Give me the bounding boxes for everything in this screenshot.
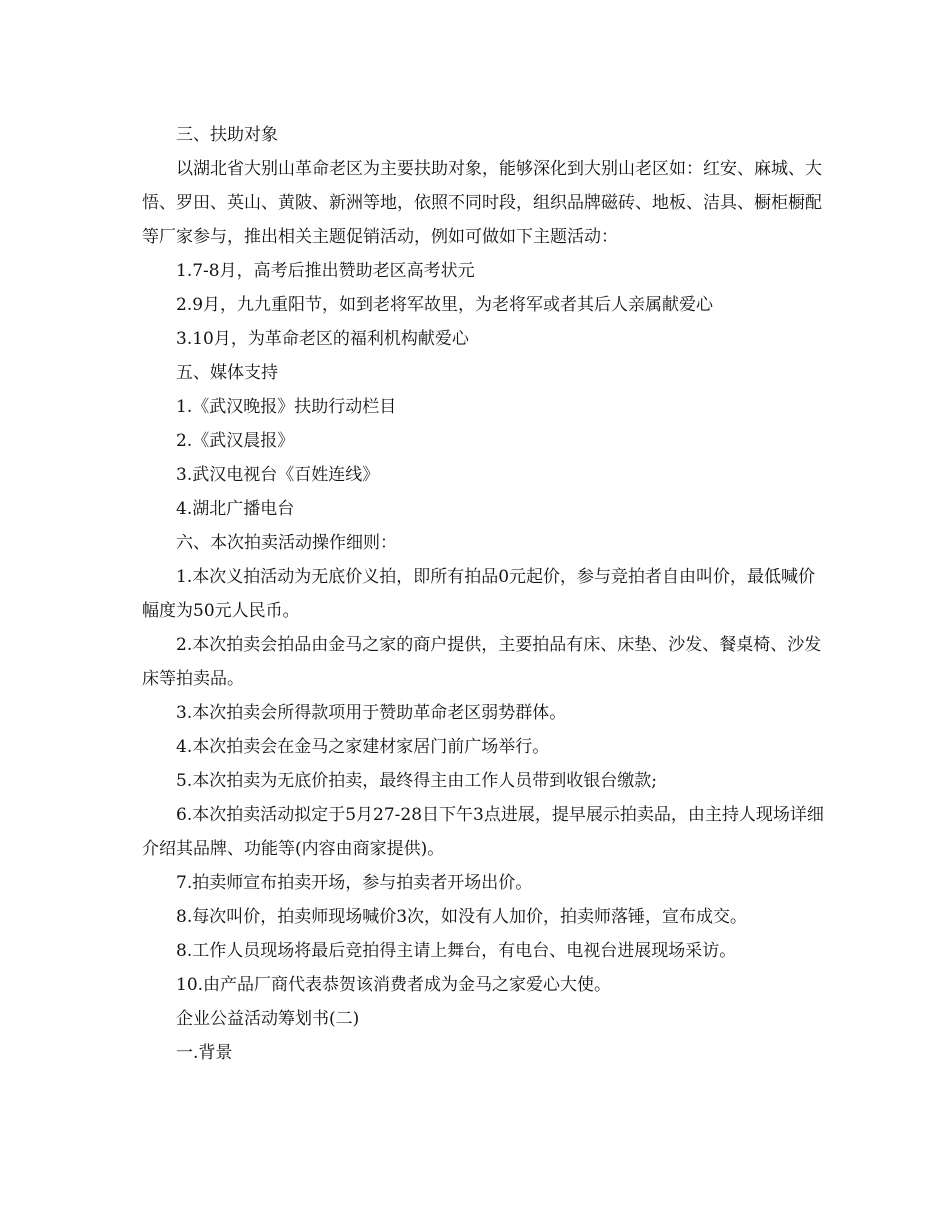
list-item: 5.本次拍卖为无底价拍卖，最终得主由工作人员带到收银台缴款; [176,771,657,791]
list-item: 1.《武汉晚报》扶助行动栏目 [176,397,397,417]
body-paragraph: 以湖北省大别山革命老区为主要扶助对象，能够深化到大别山老区如：红安、麻城、大悟、罗田、英山、黄陂、新洲等地，依照不同时段，组织品牌磁砖、地板、洁具、橱柜橱配等厂家参与，推出相关主题促销活动，例如可做如下主题活动： [142,159,822,247]
document-subtitle: 企业公益活动筹划书(二) [176,1009,360,1029]
list-item: 2.《武汉晨报》 [176,431,295,451]
list-item: 3.10月，为革命老区的福利机构献爱心 [176,329,469,349]
list-item: 4.湖北广播电台 [176,499,295,519]
document-body [142,118,832,1070]
section-heading-media: 五、媒体支持 [176,363,278,383]
list-item: 2.9月，九九重阳节，如到老将军故里，为老将军或者其后人亲属献爱心 [176,295,714,315]
section-heading-auction-rules: 六、本次拍卖活动操作细则： [176,533,397,553]
section-heading-beneficiaries: 三、扶助对象 [176,125,278,145]
list-item: 1.7-8月，高考后推出赞助老区高考状元 [176,261,475,281]
list-item: 8.每次叫价，拍卖师现场喊价3次，如没有人加价，拍卖师落锤，宣布成交。 [176,907,748,927]
list-item: 3.本次拍卖会所得款项用于赞助革命老区弱势群体。 [176,703,567,723]
list-item: 10.由产品厂商代表恭贺该消费者成为金马之家爱心大使。 [176,975,612,995]
list-item: 6.本次拍卖活动拟定于5月27-28日下午3点进展，提早展示拍卖品，由主持人现场详细介绍其品牌、功能等(内容由商家提供)。 [142,805,824,859]
list-item: 1.本次义拍活动为无底价义拍，即所有拍品0元起价，参与竞拍者自由叫价，最低喊价幅度为50元人民币。 [142,567,816,621]
list-item: 3.武汉电视台《百姓连线》 [176,465,380,485]
list-item: 8.工作人员现场将最后竞拍得主请上舞台，有电台、电视台进展现场采访。 [176,941,737,961]
list-item: 4.本次拍卖会在金马之家建材家居门前广场举行。 [176,737,550,757]
section-heading-background: 一.背景 [176,1043,233,1063]
list-item: 7.拍卖师宣布拍卖开场，参与拍卖者开场出价。 [176,873,533,893]
list-item: 2.本次拍卖会拍品由金马之家的商户提供，主要拍品有床、床垫、沙发、餐桌椅、沙发床等拍卖品。 [142,635,822,689]
